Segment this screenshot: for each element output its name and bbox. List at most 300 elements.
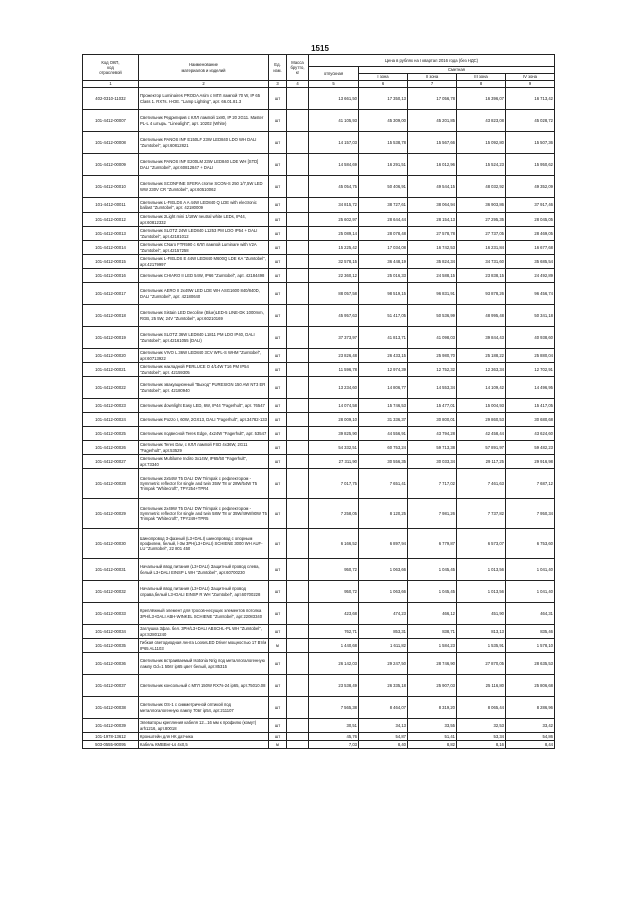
zone-2-price: 43 794,28 <box>408 427 457 441</box>
zone-3-price: 57 891,97 <box>457 441 506 455</box>
zone-4-price: 29 916,98 <box>506 455 555 469</box>
zone-3-price: 1 013,56 <box>457 559 506 581</box>
release-price: 34 815,72 <box>309 198 359 213</box>
zone-1-price: 8 120,25 <box>359 499 408 529</box>
zone-4-price: 54,86 <box>506 733 555 741</box>
item-mass <box>287 327 309 349</box>
table-row <box>83 455 555 469</box>
zone-3-price: 813,13 <box>457 625 506 639</box>
zone-3-price: 6 573,07 <box>457 529 506 559</box>
item-unit: шт <box>269 176 287 198</box>
item-code: 101-4412-00020 <box>83 349 139 363</box>
zone-3-price: 12 363,34 <box>457 363 506 377</box>
column-number: 1 <box>83 81 139 88</box>
release-price: 25 602,97 <box>309 213 359 227</box>
table-row <box>83 499 555 529</box>
item-name: Светильник Multilume Indiro 3x14W, IP65/50 "Fagerhult", арт.73340 <box>139 455 269 469</box>
zone-2-price: 27 578,78 <box>408 227 457 241</box>
item-unit: шт <box>269 653 287 675</box>
zone-2-price: 24 588,15 <box>408 269 457 283</box>
item-unit: шт <box>269 363 287 377</box>
zone-1-price: 8 464,07 <box>359 697 408 719</box>
item-mass <box>287 455 309 469</box>
header-unit: Ед. изм. <box>269 55 287 81</box>
item-name: Светильник Teres Dav, с КЛЛ лампой FSD 4x36W, 2G11 "Fagerhult", арт.53529 <box>139 441 269 455</box>
zone-1-price: 1 063,66 <box>359 559 408 581</box>
table-row <box>83 741 555 749</box>
table-row <box>83 625 555 639</box>
table-body <box>83 88 555 749</box>
item-mass <box>287 399 309 413</box>
price-table <box>82 54 555 749</box>
item-mass <box>287 110 309 132</box>
zone-3-price: 93 878,26 <box>457 283 506 305</box>
column-number: 2 <box>139 81 269 88</box>
item-code: 101-4412-00014 <box>83 241 139 255</box>
zone-3-price: 25 188,22 <box>457 349 506 363</box>
zone-3-price: 25 116,80 <box>457 675 506 697</box>
zone-1-price: 30 556,35 <box>359 455 408 469</box>
zone-2-price: 30 800,01 <box>408 413 457 427</box>
item-code: 101-4412-00008 <box>83 132 139 154</box>
zone-1-price: 31 336,37 <box>359 413 408 427</box>
item-name: Светильник AERO II 2x49W LED LDE WH ASG1600 840/840D, DALI "Zumtobel", арт. 42180640 <box>139 283 269 305</box>
zone-2-price: 45 201,85 <box>408 110 457 132</box>
item-name: Светильник 2x54W T5 DALI DW Trimpak с рефлектором - Symmetric reflector for single and twin 35W T8 or 28W/54W T5 Trimpak "Whitecroft", TPY254+TPR4 <box>139 469 269 499</box>
zone-1-price: 28 078,48 <box>359 227 408 241</box>
zone-1-price: 34,13 <box>359 719 408 733</box>
zone-1-price: 29 247,50 <box>359 653 408 675</box>
table-row <box>83 377 555 399</box>
item-unit: шт <box>269 581 287 603</box>
zone-1-price: 98 519,15 <box>359 283 408 305</box>
item-name: Светильник PANOS INF E150LF 23W LED840 LDO WH DALI "Zumtobel", арт.60812821 <box>139 132 269 154</box>
zone-2-price: 30 033,34 <box>408 455 457 469</box>
item-code: 101-4412-00022 <box>83 377 139 399</box>
header-zone-1: I зона <box>359 74 408 81</box>
item-unit: шт <box>269 559 287 581</box>
table-row <box>83 399 555 413</box>
item-unit: шт <box>269 675 287 697</box>
zone-2-price: 17 056,78 <box>408 88 457 110</box>
item-name: Светильник CHIARO II LED 54W, IP66 "Zumtobel", арт. 42184498 <box>139 269 269 283</box>
item-name: Начальный ввод питания (L3+DALI) Защитный провод слева, белый L3+DALI EINSP L WH "Zumtobel", арт.60700230 <box>139 559 269 581</box>
item-unit: шт <box>269 88 287 110</box>
release-price: 23 538,49 <box>309 675 359 697</box>
zone-2-price: 15 567,66 <box>408 132 457 154</box>
zone-2-price: 41 098,03 <box>408 327 457 349</box>
item-name: Светильник SCONFINE SFERA crome SCON-S 250 1/7,5W LED WW 230V CR "Zumtobel", арт.60510062 <box>139 176 269 198</box>
release-price: 14 157,03 <box>309 132 359 154</box>
release-price: 27 311,90 <box>309 455 359 469</box>
release-price: 14 584,69 <box>309 154 359 176</box>
column-number: 4 <box>287 81 309 88</box>
zone-4-price: 49 352,09 <box>506 176 555 198</box>
item-mass <box>287 581 309 603</box>
item-code: 101-4412-00023 <box>83 399 139 413</box>
item-mass <box>287 413 309 427</box>
zone-1-price: 28 644,44 <box>359 213 408 227</box>
item-mass <box>287 176 309 198</box>
zone-4-price: 8 286,96 <box>506 697 555 719</box>
release-price: 32 578,15 <box>309 255 359 269</box>
item-name: Светильник Pozzo I, 60W, 2GX13, DALI "Fagerhult", арт.34782-133 <box>139 413 269 427</box>
zone-1-price: 44 556,91 <box>359 427 408 441</box>
item-mass <box>287 283 309 305</box>
table-row <box>83 675 555 697</box>
zone-3-price: 451,90 <box>457 603 506 625</box>
item-mass <box>287 529 309 559</box>
zone-3-price: 27 870,05 <box>457 653 506 675</box>
item-code: 101-4412-00017 <box>83 283 139 305</box>
zone-4-price: 15 950,62 <box>506 154 555 176</box>
zone-1-price: 17 350,13 <box>359 88 408 110</box>
zone-3-price: 1 535,91 <box>457 639 506 653</box>
item-name: Заглушка 3фаз. бел. 3PH/L3+DALI ABSCHL-PL WH "Zumtobel", арт.S2801240 <box>139 625 269 639</box>
header-zone-3: III зона <box>457 74 506 81</box>
zone-1-price: 26 335,18 <box>359 675 408 697</box>
release-price: 28 009,10 <box>309 413 359 427</box>
table-row <box>83 327 555 349</box>
item-name: Светильник 2Light mini 1/18W neutral white LEDs, IP44, арт.60812332 <box>139 213 269 227</box>
item-unit: м <box>269 741 287 749</box>
item-name: Светильник 2x49W T5 DALI DW Trimpak с рефлектором - Symmetric reflector for single and twin 58W T8 or 35W/49W/80W T5 Trimpak "Whitecroft", TPY249+TPR5 <box>139 499 269 529</box>
item-name: Светильник OS-1 с симметричной оптикой под металлогалогенную лампу 70вт ip54, арт.211107 <box>139 697 269 719</box>
zone-3-price: 8,16 <box>457 741 506 749</box>
item-name: Светильник SLOTZ 36W LED840 L1811 PM LDO IP40, DALI "Zumtobel", арт.42161055 (DALI) <box>139 327 269 349</box>
item-unit: шт <box>269 427 287 441</box>
release-price: 950,72 <box>309 559 359 581</box>
zone-3-price: 53,34 <box>457 733 506 741</box>
item-mass <box>287 499 309 529</box>
table-row <box>83 227 555 241</box>
item-name: Элеваторы крепления кабеля 12...16 мм к профилю (комут) arh1216, арт.80018 <box>139 719 269 733</box>
item-unit: шт <box>269 469 287 499</box>
zone-4-price: 35 685,54 <box>506 255 555 269</box>
item-code: 101-4412-00013 <box>83 227 139 241</box>
zone-1-price: 1 063,66 <box>359 581 408 603</box>
zone-1-price: 54,87 <box>359 733 408 741</box>
table-row <box>83 733 555 741</box>
release-price: 13 661,50 <box>309 88 359 110</box>
item-mass <box>287 639 309 653</box>
item-unit: м <box>269 639 287 653</box>
item-code: 101-4412-00015 <box>83 255 139 269</box>
zone-1-price: 16 291,51 <box>359 154 408 176</box>
zone-1-price: 51 417,05 <box>359 305 408 327</box>
zone-4-price: 28 635,53 <box>506 653 555 675</box>
item-code: 503-0555-90095 <box>83 741 139 749</box>
item-code: 101-4412-00036 <box>83 653 139 675</box>
zone-1-price: 41 813,71 <box>359 327 408 349</box>
zone-4-price: 14 496,95 <box>506 377 555 399</box>
zone-1-price: 7 651,41 <box>359 469 408 499</box>
zone-3-price: 36 903,86 <box>457 198 506 213</box>
zone-4-price: 28 045,05 <box>506 213 555 227</box>
zone-3-price: 27 737,05 <box>457 227 506 241</box>
item-code: 101-4412-00010 <box>83 176 139 198</box>
zone-2-price: 51,41 <box>408 733 457 741</box>
zone-2-price: 1 045,45 <box>408 581 457 603</box>
release-price: 26 142,03 <box>309 653 359 675</box>
item-unit: шт <box>269 719 287 733</box>
table-row <box>83 305 555 327</box>
item-code: 101-4412-00031 <box>83 559 139 581</box>
zone-2-price: 16 012,96 <box>408 154 457 176</box>
header-mass: Масса брутто, кг <box>287 55 309 81</box>
table-row <box>83 719 555 733</box>
release-price: 15 225,42 <box>309 241 359 255</box>
table-row <box>83 653 555 675</box>
zone-3-price: 27 295,35 <box>457 213 506 227</box>
table-row <box>83 603 555 625</box>
release-price: 11 596,78 <box>309 363 359 377</box>
table-row <box>83 110 555 132</box>
zone-2-price: 35 824,34 <box>408 255 457 269</box>
item-unit: шт <box>269 377 287 399</box>
zone-4-price: 28 469,05 <box>506 227 555 241</box>
zone-1-price: 6 897,94 <box>359 529 408 559</box>
item-code: 101-4412-00039 <box>83 719 139 733</box>
item-mass <box>287 154 309 176</box>
zone-4-price: 15 417,05 <box>506 399 555 413</box>
item-code: 101-4412-00027 <box>83 455 139 469</box>
column-number: 9 <box>506 81 555 88</box>
zone-2-price: 1 045,45 <box>408 559 457 581</box>
table-row <box>83 349 555 363</box>
table-row <box>83 132 555 154</box>
item-mass <box>287 741 309 749</box>
item-mass <box>287 427 309 441</box>
zone-4-price: 25 880,04 <box>506 349 555 363</box>
table-row <box>83 269 555 283</box>
header-code: Код ОКП, код отраслевой <box>83 55 139 81</box>
release-price: 22 360,12 <box>309 269 359 283</box>
zone-1-price: 474,23 <box>359 603 408 625</box>
zone-4-price: 96 456,74 <box>506 283 555 305</box>
item-code: 101-4412-00024 <box>83 413 139 427</box>
table-row <box>83 88 555 110</box>
item-code: 101-4412-00016 <box>83 269 139 283</box>
item-name: Светильник SLOTZ 24W LED840 L1253 PM LDO IP54 + DALI "Zumtobel", арт.42181012 <box>139 227 269 241</box>
zone-4-price: 16 713,42 <box>506 88 555 110</box>
zone-3-price: 15 092,80 <box>457 132 506 154</box>
item-unit: шт <box>269 349 287 363</box>
item-mass <box>287 441 309 455</box>
item-name: Светильник эвакуационный "Выход" PURESIGN 150 AW NT3 ER "Zumtobel", арт. 42180940 <box>139 377 269 399</box>
zone-4-price: 25 806,68 <box>506 675 555 697</box>
zone-1-price: 15 538,78 <box>359 132 408 154</box>
header-price-caption: Цена в рублях на I квартал 2016 года (без НДС) <box>309 55 555 67</box>
item-name: Светильник подвесной Teres Edge, 4x24W "Fagerhult", арт. 53547 <box>139 427 269 441</box>
zone-2-price: 49 544,15 <box>408 176 457 198</box>
zone-2-price: 28 154,13 <box>408 213 457 227</box>
zone-3-price: 43 823,08 <box>457 110 506 132</box>
column-number: 5 <box>309 81 359 88</box>
zone-2-price: 8,82 <box>408 741 457 749</box>
zone-3-price: 29 860,53 <box>457 413 506 427</box>
release-price: 7 565,38 <box>309 697 359 719</box>
zone-2-price: 12 752,32 <box>408 363 457 377</box>
item-name: Начальный ввод питания (L3+DALI) Защитный провод справа,белый L3+DALI EINSP R WH "Zumtobel", арт.60700228 <box>139 581 269 603</box>
table-header <box>83 55 555 88</box>
item-code: 101-4412-00009 <box>83 154 139 176</box>
item-name: Светильник Sistain LED Decoline (Blue)LED-5 LINE-DK 1000mm, RGB, 25 5W, 24V "Zumtobel", арт.60210169 <box>139 305 269 327</box>
table-row <box>83 697 555 719</box>
release-price: 7 017,75 <box>309 469 359 499</box>
zone-1-price: 25 016,33 <box>359 269 408 283</box>
release-price: 25 089,14 <box>309 227 359 241</box>
item-name: Светильник накладной PERLUCE O 4/14W T16 PM IP54 "Zumtobel", арт. 42159305 <box>139 363 269 377</box>
zone-2-price: 838,71 <box>408 625 457 639</box>
item-unit: шт <box>269 455 287 469</box>
release-price: 7,03 <box>309 741 359 749</box>
zone-3-price: 48 995,48 <box>457 305 506 327</box>
item-mass <box>287 198 309 213</box>
item-code: 101-4412-00038 <box>83 697 139 719</box>
item-unit: шт <box>269 499 287 529</box>
item-name: Кабель КМВВнг-Ls 4х0,5 <box>139 741 269 749</box>
item-unit: шт <box>269 603 287 625</box>
item-name: Светильник VIVO L 36W LED840 3CV WFL-S WHM "Zumtobel", арт.60713922 <box>139 349 269 363</box>
item-code: 101-4412-00026 <box>83 441 139 455</box>
table-row <box>83 581 555 603</box>
zone-1-price: 50 406,91 <box>359 176 408 198</box>
zone-1-price: 853,31 <box>359 625 408 639</box>
item-name: Гибкая светодиодная лента LooseLED Driver мощностью 17 Вт/м IP65 AL1103 <box>139 639 269 653</box>
zone-3-price: 15 524,23 <box>457 154 506 176</box>
zone-4-price: 50 341,18 <box>506 305 555 327</box>
zone-2-price: 1 584,23 <box>408 639 457 653</box>
table-row <box>83 559 555 581</box>
item-mass <box>287 349 309 363</box>
zone-4-price: 7 950,34 <box>506 499 555 529</box>
zone-1-price: 1 611,82 <box>359 639 408 653</box>
item-unit: шт <box>269 227 287 241</box>
item-code: 101-4412-00030 <box>83 529 139 559</box>
release-price: 6 166,52 <box>309 529 359 559</box>
item-name: Креплёжный элемент для тросов-несущих элементов потолка 3PH/L3+DALI ABH-WINKEL SCHIENE "Zumtobel", арт.22083340 <box>139 603 269 625</box>
release-price: 762,71 <box>309 625 359 639</box>
item-code: 101-4412-00037 <box>83 675 139 697</box>
zone-4-price: 12 702,91 <box>506 363 555 377</box>
page-number: 1515 <box>311 44 329 53</box>
item-unit: шт <box>269 625 287 639</box>
zone-2-price: 25 907,03 <box>408 675 457 697</box>
zone-2-price: 466,12 <box>408 603 457 625</box>
zone-4-price: 1 578,10 <box>506 639 555 653</box>
table-row <box>83 363 555 377</box>
zone-3-price: 48 032,92 <box>457 176 506 198</box>
zone-4-price: 43 624,60 <box>506 427 555 441</box>
item-unit: шт <box>269 241 287 255</box>
zone-2-price: 33,55 <box>408 719 457 733</box>
zone-4-price: 1 041,40 <box>506 581 555 603</box>
zone-4-price: 24 492,89 <box>506 269 555 283</box>
zone-1-price: 60 753,24 <box>359 441 408 455</box>
column-number: 3 <box>269 81 287 88</box>
item-name: Светильник Редригирив с КЛЛ лампой 1x80, IP 20 2G11. Master PL-L 4 штырь. "Linealight", арт. 10202 (White) <box>139 110 269 132</box>
item-mass <box>287 213 309 227</box>
zone-2-price: 7 981,26 <box>408 499 457 529</box>
item-unit: шт <box>269 399 287 413</box>
item-mass <box>287 733 309 741</box>
zone-1-price: 14 806,77 <box>359 377 408 399</box>
item-code: 402-0310-11032 <box>83 88 139 110</box>
zone-4-price: 16 677,68 <box>506 241 555 255</box>
zone-3-price: 39 844,43 <box>457 327 506 349</box>
zone-2-price: 59 713,38 <box>408 441 457 455</box>
item-mass <box>287 241 309 255</box>
item-mass <box>287 653 309 675</box>
zone-2-price: 16 742,53 <box>408 241 457 255</box>
release-price: 37 373,97 <box>309 327 359 349</box>
zone-3-price: 42 458,44 <box>457 427 506 441</box>
item-mass <box>287 227 309 241</box>
item-mass <box>287 132 309 154</box>
zone-3-price: 32,53 <box>457 719 506 733</box>
zone-4-price: 7 687,12 <box>506 469 555 499</box>
table-row <box>83 198 555 213</box>
item-unit: шт <box>269 413 287 427</box>
item-unit: шт <box>269 255 287 269</box>
item-code: 101-4412-00028 <box>83 469 139 499</box>
release-price: 88 057,58 <box>309 283 359 305</box>
zone-4-price: 37 917,46 <box>506 198 555 213</box>
release-price: 39 825,90 <box>309 427 359 441</box>
item-code: 101-4412-00035 <box>83 639 139 653</box>
item-unit: шт <box>269 283 287 305</box>
item-mass <box>287 255 309 269</box>
zone-4-price: 464,31 <box>506 603 555 625</box>
zone-2-price: 14 553,34 <box>408 377 457 399</box>
release-price: 1 440,68 <box>309 639 359 653</box>
table-row <box>83 427 555 441</box>
zone-4-price: 33,42 <box>506 719 555 733</box>
zone-3-price: 23 838,15 <box>457 269 506 283</box>
release-price: 23 826,48 <box>309 349 359 363</box>
release-price: 45 957,63 <box>309 305 359 327</box>
zone-4-price: 6 753,60 <box>506 529 555 559</box>
item-mass <box>287 625 309 639</box>
table-row <box>83 469 555 499</box>
release-price: 423,68 <box>309 603 359 625</box>
item-name: Шинопровод 3-фазный (L3+DALI) шинопровод с опорным профилем, белый, l-3м 3PH(L3+DALI) SCHIENE 3000 WH AUF-LU "Zumtobel", 22 801 450 <box>139 529 269 559</box>
zone-4-price: 8,44 <box>506 741 555 749</box>
release-price: 45,76 <box>309 733 359 741</box>
zone-1-price: 12 974,39 <box>359 363 408 377</box>
item-name: Светильник L-FIELDS E 44W LED840 M600Q LDE KA "Zumtobel", арт.42179997 <box>139 255 269 269</box>
zone-2-price: 50 536,99 <box>408 305 457 327</box>
zone-2-price: 28 746,90 <box>408 653 457 675</box>
item-code: 101-4412-00019 <box>83 327 139 349</box>
table-row <box>83 413 555 427</box>
zone-1-price: 38 727,61 <box>359 198 408 213</box>
header-zone-4: IV зона <box>506 74 555 81</box>
zone-4-price: 59 482,23 <box>506 441 555 455</box>
item-unit: шт <box>269 154 287 176</box>
release-price: 54 332,51 <box>309 441 359 455</box>
header-name: Наименование материалов и изделий <box>139 55 269 81</box>
item-name: Кронштейн для НК датчика <box>139 733 269 741</box>
zone-4-price: 1 041,40 <box>506 559 555 581</box>
release-price: 30,51 <box>309 719 359 733</box>
release-price: 45 054,75 <box>309 176 359 198</box>
zone-3-price: 16 231,84 <box>457 241 506 255</box>
item-code: 101-4412-00007 <box>83 110 139 132</box>
item-name: Светильник CNaro FTR590 с КЛЛ лампой Luminare with V2A "Zumtobel", арт.42157258 <box>139 241 269 255</box>
zone-3-price: 7 737,82 <box>457 499 506 529</box>
